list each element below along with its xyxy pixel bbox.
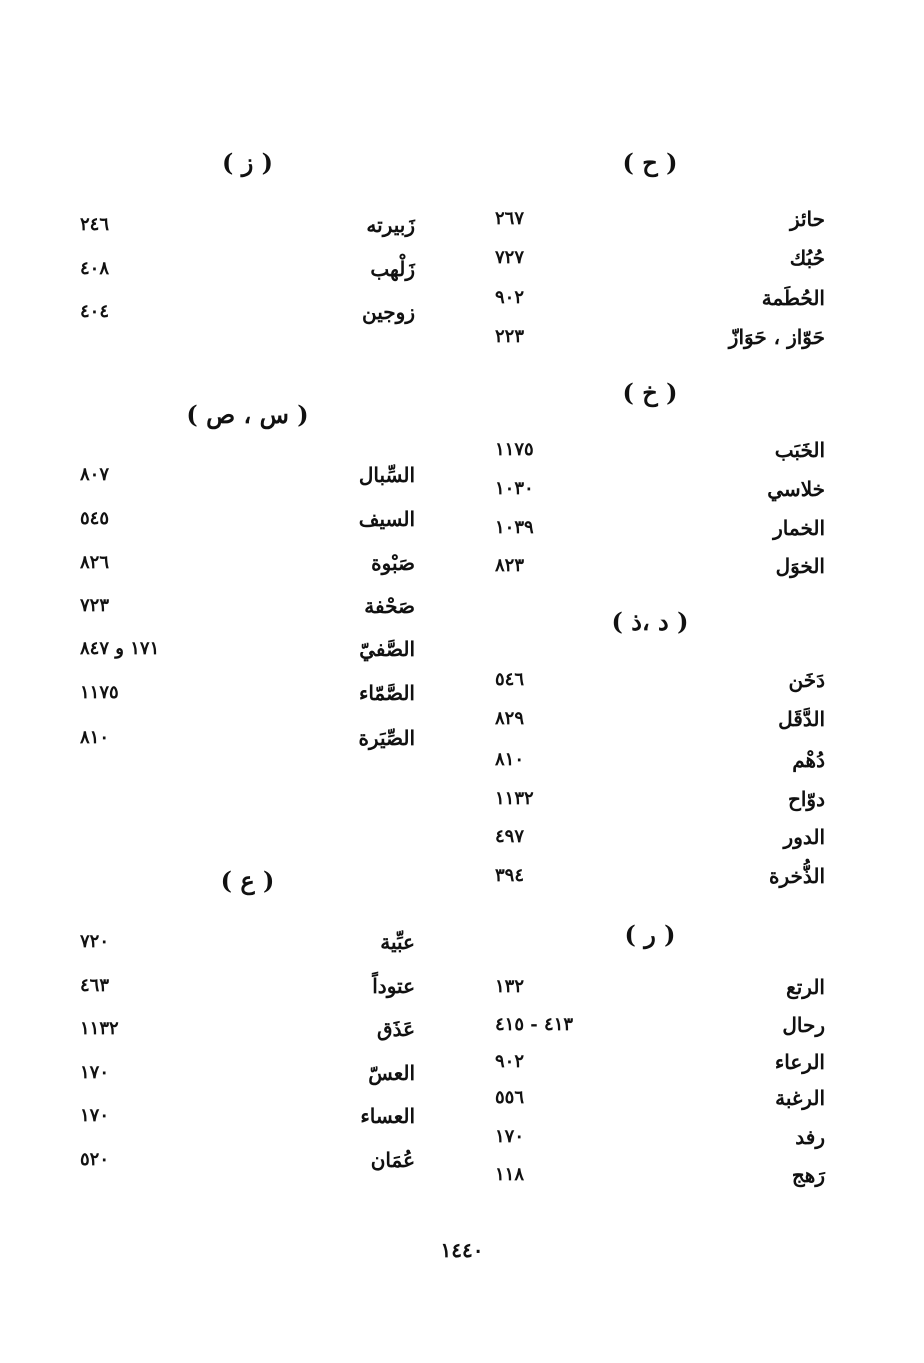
index-entry [495, 435, 825, 465]
page-number: ٧٢٠ [80, 931, 110, 952]
index-term: عَذَق [377, 1017, 415, 1041]
index-entry [80, 297, 415, 327]
index-entry [80, 1145, 415, 1175]
index-term: دُهْم [792, 748, 825, 772]
index-entry [80, 1058, 415, 1088]
index-term: العسّ [368, 1061, 415, 1085]
index-term: الحُطَمة [761, 286, 825, 310]
page-number: ٧٢٣ [80, 595, 110, 616]
index-entry [495, 704, 825, 734]
index-term: الدَّقَل [778, 707, 825, 731]
index-term: السيف [358, 507, 415, 531]
index-term: عتوداً [372, 974, 415, 998]
page-number: ٥٤٥ [80, 508, 110, 529]
index-entry [495, 972, 825, 1002]
page-number: ٤١٣ - ٤١٥ [495, 1014, 574, 1035]
section-heading-ra: ( ر ) [624, 920, 676, 949]
page-number: ٨٢٦ [80, 552, 110, 573]
index-entry [80, 1101, 415, 1131]
index-entry [495, 784, 825, 814]
page-number: ٤٩٧ [495, 826, 525, 847]
page-number: ٢٤٦ [80, 214, 110, 235]
page-number: ٩٠٢ [495, 1051, 525, 1072]
section-heading-dal-dhal: ( د ،ذ ) [611, 607, 689, 636]
index-entry [495, 513, 825, 543]
index-term: رحال [782, 1013, 825, 1037]
page-number: ٧٢٧ [495, 247, 525, 268]
page-number: ٣٩٤ [495, 865, 525, 886]
page-number: ٨١٠ [495, 749, 525, 770]
page-number: ٤٠٨ [80, 258, 110, 279]
page-number: ١٠٣٩ [495, 517, 534, 538]
page-number: ١١٧٥ [495, 439, 534, 460]
index-entry [495, 1010, 825, 1040]
section-heading-ha: ( ح ) [622, 148, 678, 177]
index-entry [80, 634, 415, 664]
index-term: زَبيرته [366, 213, 415, 237]
index-entry [495, 551, 825, 581]
index-term: عبِّية [380, 930, 415, 954]
page-number: ١٧٠ [80, 1105, 110, 1126]
page-number: ١٧١ و ٨٤٧ [80, 638, 160, 659]
index-term: رفد [795, 1125, 825, 1149]
index-entry [80, 927, 415, 957]
page-number: ٨١٠ [80, 727, 110, 748]
page-number: ١١٣٢ [80, 1018, 119, 1039]
index-entry [80, 1014, 415, 1044]
section-heading-sin-sad: ( س ، ص ) [186, 400, 309, 429]
index-entry [80, 254, 415, 284]
section-heading-ayn: ( ع ) [220, 866, 275, 895]
page-number: ٥٥٦ [495, 1087, 525, 1108]
index-entry [80, 971, 415, 1001]
index-term: زَلْهب [370, 257, 415, 281]
index-term: رَهج [791, 1163, 825, 1187]
page-number: ١٧٠ [80, 1062, 110, 1083]
index-entry [80, 678, 415, 708]
index-term: السِّبال [358, 463, 415, 487]
page-number: ١١٨ [495, 1164, 525, 1185]
index-term: الصَّمّاء [358, 681, 415, 705]
index-term: الذُّخرة [768, 864, 825, 888]
index-entry [495, 822, 825, 852]
index-term: الخمار [773, 516, 825, 540]
index-term: عُمَان [370, 1148, 415, 1172]
page-number: ٨٠٧ [80, 464, 110, 485]
index-entry [80, 210, 415, 240]
index-entry [495, 1122, 825, 1152]
page-number: ٢٦٧ [495, 208, 525, 229]
index-entry [495, 1083, 825, 1113]
index-entry [80, 723, 415, 753]
index-entry [495, 474, 825, 504]
page-number: ٥٤٦ [495, 669, 525, 690]
index-entry [495, 861, 825, 891]
index-entry [495, 1047, 825, 1077]
index-entry [495, 322, 825, 352]
page-number: ١١٣٢ [495, 788, 534, 809]
index-entry [80, 504, 415, 534]
index-entry [495, 283, 825, 313]
page-number: ١٣٢ [495, 976, 525, 997]
index-term: حائز [789, 207, 825, 231]
index-term: زوجين [362, 300, 415, 324]
page-number: ٨٢٩ [495, 708, 525, 729]
index-term: صَبْوة [371, 551, 415, 575]
page-number: ١٠٣٠ [495, 478, 534, 499]
index-term: خلاسي [767, 477, 825, 501]
page-number: ٩٠٢ [495, 287, 525, 308]
index-entry [495, 1160, 825, 1190]
index-term: الصِّيَرة [358, 726, 415, 750]
page-number: ١١٧٥ [80, 682, 119, 703]
index-entry [495, 243, 825, 273]
section-heading-kha: ( خ ) [622, 378, 678, 407]
index-term: حُبُك [789, 246, 825, 270]
page-number: ٨٢٣ [495, 555, 525, 576]
page-number: ٥٢٠ [80, 1149, 110, 1170]
index-entry [80, 460, 415, 490]
page-number: ١٧٠ [495, 1126, 525, 1147]
index-entry [495, 665, 825, 695]
index-entry [80, 548, 415, 578]
index-term: الدور [783, 825, 825, 849]
index-term: دَخَن [788, 668, 825, 692]
index-term: الصَّفيّ [359, 637, 415, 661]
page-number: ٤٦٣ [80, 975, 110, 996]
index-term: حَوّاز ، حَوَازّ [728, 325, 825, 349]
index-term: دوّاح [787, 787, 825, 811]
index-term: الخَبَب [774, 438, 825, 462]
page-number: ٢٢٣ [495, 326, 525, 347]
index-term: الرغبة [775, 1086, 825, 1110]
index-term: العساء [360, 1104, 415, 1128]
page-number: ٤٠٤ [80, 301, 110, 322]
index-entry [495, 204, 825, 234]
index-term: الرتع [786, 975, 825, 999]
index-term: صَحْفة [364, 594, 415, 618]
index-term: الخوَل [775, 554, 825, 578]
section-heading-zay: ( ز ) [221, 148, 273, 177]
index-entry [80, 591, 415, 621]
index-entry [495, 745, 825, 775]
index-term: الرعاء [774, 1050, 825, 1074]
page-folio: ١٤٤٠ [440, 1238, 484, 1262]
